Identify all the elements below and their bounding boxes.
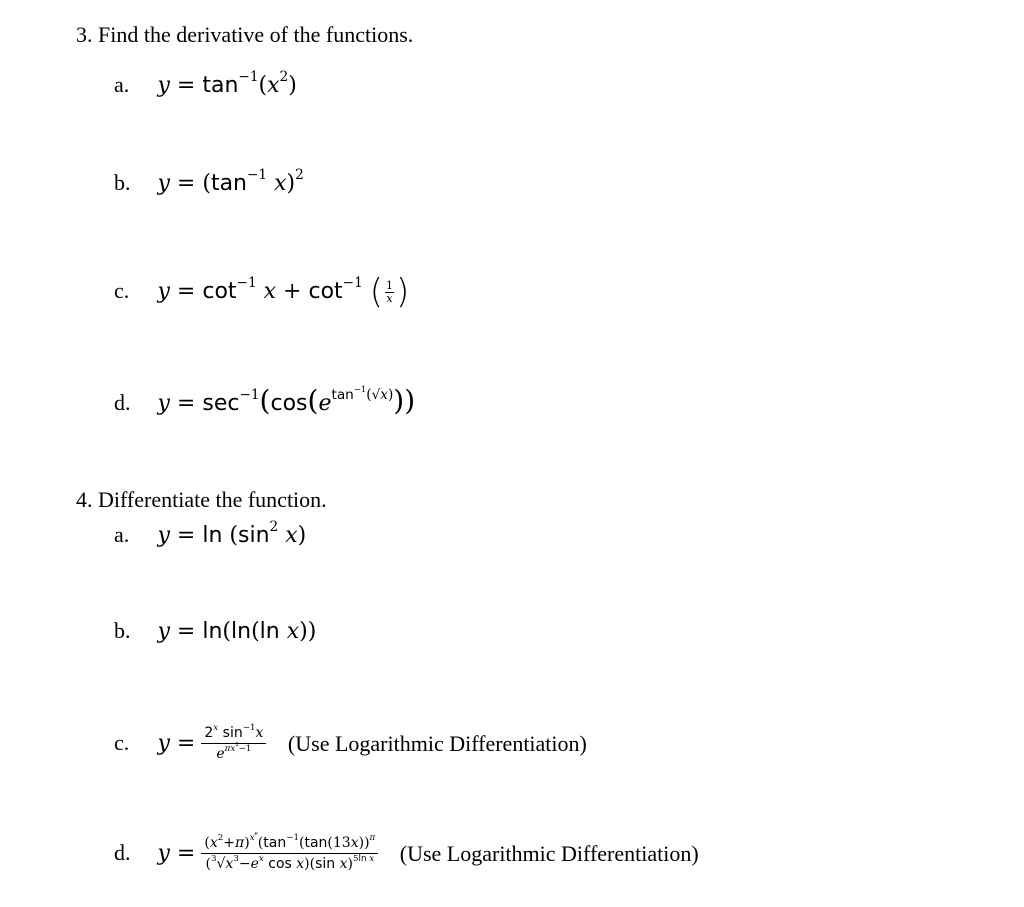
- item-label: b.: [114, 618, 131, 643]
- q4-item-a: [114, 520, 306, 551]
- q4-item-d: [114, 830, 699, 873]
- item-label: a.: [114, 522, 130, 547]
- item-label: d.: [114, 390, 131, 415]
- item-label: c.: [114, 278, 130, 303]
- q3-item-b: [114, 168, 304, 199]
- item-label: c.: [114, 729, 130, 755]
- q3-item-d: [114, 383, 416, 419]
- formula-3d: $y = \sec^{-1}(\cos(e^{tan^{-1}(√x)}))$: [157, 383, 416, 417]
- formula-4d: y = $\frac{(x^2+\pi)^{x^e}(\tan^{-1}(\tan(13x))^\pi}{(^3√x^3-e^x \cos x)(\sin x)^{5ln x}}$: [158, 841, 385, 866]
- method-note: (Use Logarithmic Differentiation): [399, 841, 699, 867]
- q3-item-c: [114, 272, 410, 312]
- formula-4b: y = ln(ln(ln x)): [157, 619, 317, 644]
- formula-3a: $y = \tan^{-1}(x^2)$: [157, 68, 297, 98]
- q3-heading: 3. Find the derivative of the functions.: [76, 22, 414, 47]
- formula-3c: $y = \cot^{-1} x + \cot^{-1}$ ( $\frac{1}{x}$ ): [157, 272, 410, 312]
- item-label: d.: [114, 839, 131, 865]
- q3-item-a: [114, 70, 297, 101]
- item-label: a.: [114, 72, 130, 97]
- q4-item-c: [114, 724, 587, 763]
- formula-4c: y = $\frac{2^x \sin^{-1}x}{e^{\pi x^2-1}}$: [158, 731, 273, 756]
- formula-4a: $y = \ln (\sin^2$ x): [157, 518, 307, 548]
- q4-heading: 4. Differentiate the function.: [76, 487, 327, 512]
- q4-item-b: [114, 616, 316, 647]
- formula-3b: $y = (\tan^{-1}$ x)$^2$: [157, 166, 304, 196]
- method-note: (Use Logarithmic Differentiation): [287, 731, 587, 757]
- item-label: b.: [114, 170, 131, 195]
